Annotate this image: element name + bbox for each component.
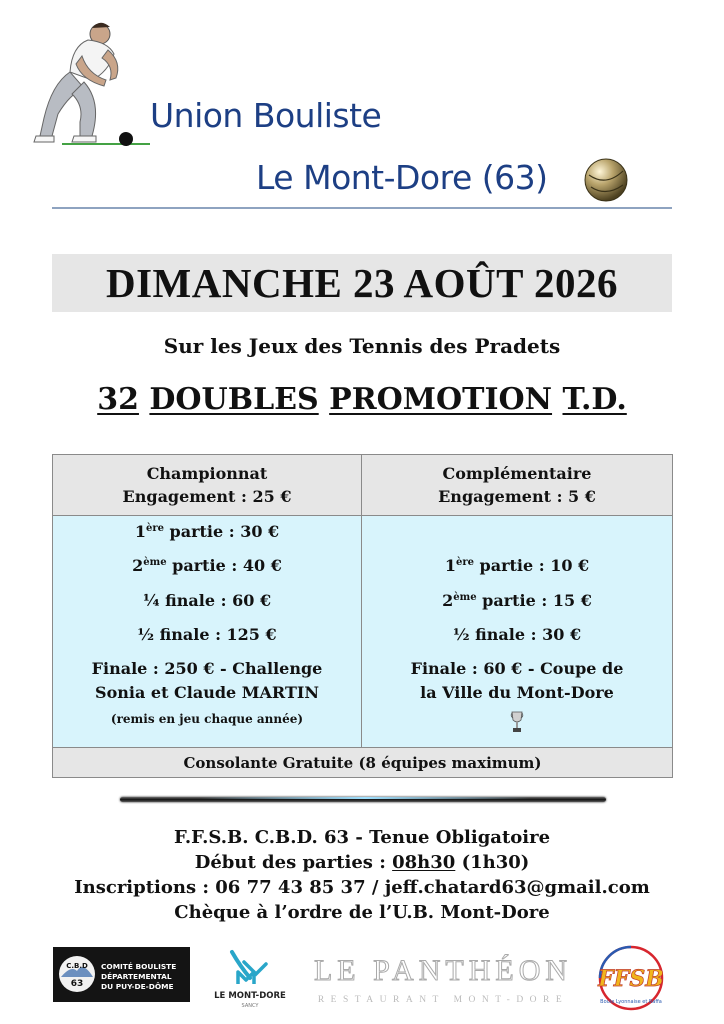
info-start-time: Début des parties : 08h30 (1h30)	[194, 852, 530, 873]
svg-text:FFSB: FFSB	[598, 966, 664, 992]
prize-table	[52, 454, 673, 778]
prize-row: 1ère partie : 30 €	[134, 522, 280, 541]
table-column-divider	[361, 455, 362, 747]
svg-text:Boule Lyonnaise et Raffa: Boule Lyonnaise et Raffa	[600, 999, 662, 1005]
svg-text:COMITÉ BOULISTE: COMITÉ BOULISTE	[101, 962, 177, 971]
prize-row: la Ville du Mont-Dore	[420, 683, 614, 702]
cbd-logo	[53, 947, 190, 1002]
championnat-fee: Engagement : 25 €	[122, 487, 292, 506]
complementaire-title: Complémentaire	[442, 464, 592, 483]
prize-note: (remis en jeu chaque année)	[110, 712, 304, 726]
svg-text:SANCY: SANCY	[241, 1003, 259, 1009]
prize-row: Finale : 250 € - Challenge	[91, 659, 323, 678]
petanque-ball-icon	[583, 157, 629, 203]
club-name-line1: Union Bouliste	[150, 96, 382, 135]
club-name-line2: Le Mont-Dore (63)	[256, 158, 548, 197]
competition-count: 32	[97, 382, 139, 417]
complementaire-prizes	[362, 516, 672, 747]
competition-title	[0, 382, 724, 417]
venue-line: Sur les Jeux des Tennis des Pradets	[163, 334, 561, 358]
le-pantheon-logo	[302, 950, 584, 1010]
svg-text:LE PANTHÉON: LE PANTHÉON	[313, 954, 573, 987]
separator-highlight	[200, 797, 530, 799]
svg-text:LE MONT-DORE: LE MONT-DORE	[214, 991, 286, 1001]
prize-row: Sonia et Claude MARTIN	[95, 683, 319, 702]
svg-text:C.B.D: C.B.D	[66, 962, 88, 970]
event-info	[0, 825, 724, 925]
info-rules: F.F.S.B. C.B.D. 63 - Tenue Obligatoire	[173, 827, 551, 848]
event-date: DIMANCHE 23 AOÛT 2026	[105, 260, 619, 306]
prize-row: ½ finale : 125 €	[137, 625, 277, 644]
competition-type: T.D.	[562, 382, 627, 417]
consolante-row: Consolante Gratuite (8 équipes maximum)	[53, 748, 672, 777]
svg-text:RESTAURANT MONT-DORE: RESTAURANT MONT-DORE	[317, 995, 569, 1005]
trophy-icon	[510, 710, 524, 734]
prize-row: ½ finale : 30 €	[452, 625, 582, 644]
championnat-header	[53, 455, 361, 515]
ffsb-logo	[592, 943, 670, 1013]
complementaire-header	[362, 455, 672, 515]
competition-format: DOUBLES	[149, 382, 319, 417]
championnat-prizes	[53, 516, 361, 747]
date-banner	[52, 254, 672, 312]
prize-row: ¼ finale : 60 €	[142, 591, 272, 610]
header-divider	[52, 207, 672, 209]
info-registration: Inscriptions : 06 77 43 85 37 / jeff.chatard63@gmail.com	[74, 877, 650, 898]
prize-row: 1ère partie : 10 €	[444, 556, 590, 575]
svg-text:DÉPARTEMENTAL: DÉPARTEMENTAL	[101, 972, 172, 981]
bowler-illustration	[22, 10, 162, 150]
svg-text:63: 63	[70, 979, 84, 989]
complementaire-fee: Engagement : 5 €	[438, 487, 596, 506]
competition-category: PROMOTION	[329, 382, 553, 417]
table-header-divider	[53, 515, 672, 516]
prize-row: 2ème partie : 40 €	[132, 556, 282, 575]
le-mont-dore-logo	[210, 944, 290, 1010]
championnat-title: Championnat	[146, 464, 268, 483]
info-payment: Chèque à l’ordre de l’U.B. Mont-Dore	[174, 902, 550, 923]
prize-row: Finale : 60 € - Coupe de	[410, 659, 624, 678]
prize-row: 2ème partie : 15 €	[442, 591, 592, 610]
svg-text:DU PUY-DE-DÔME: DU PUY-DE-DÔME	[101, 982, 174, 991]
